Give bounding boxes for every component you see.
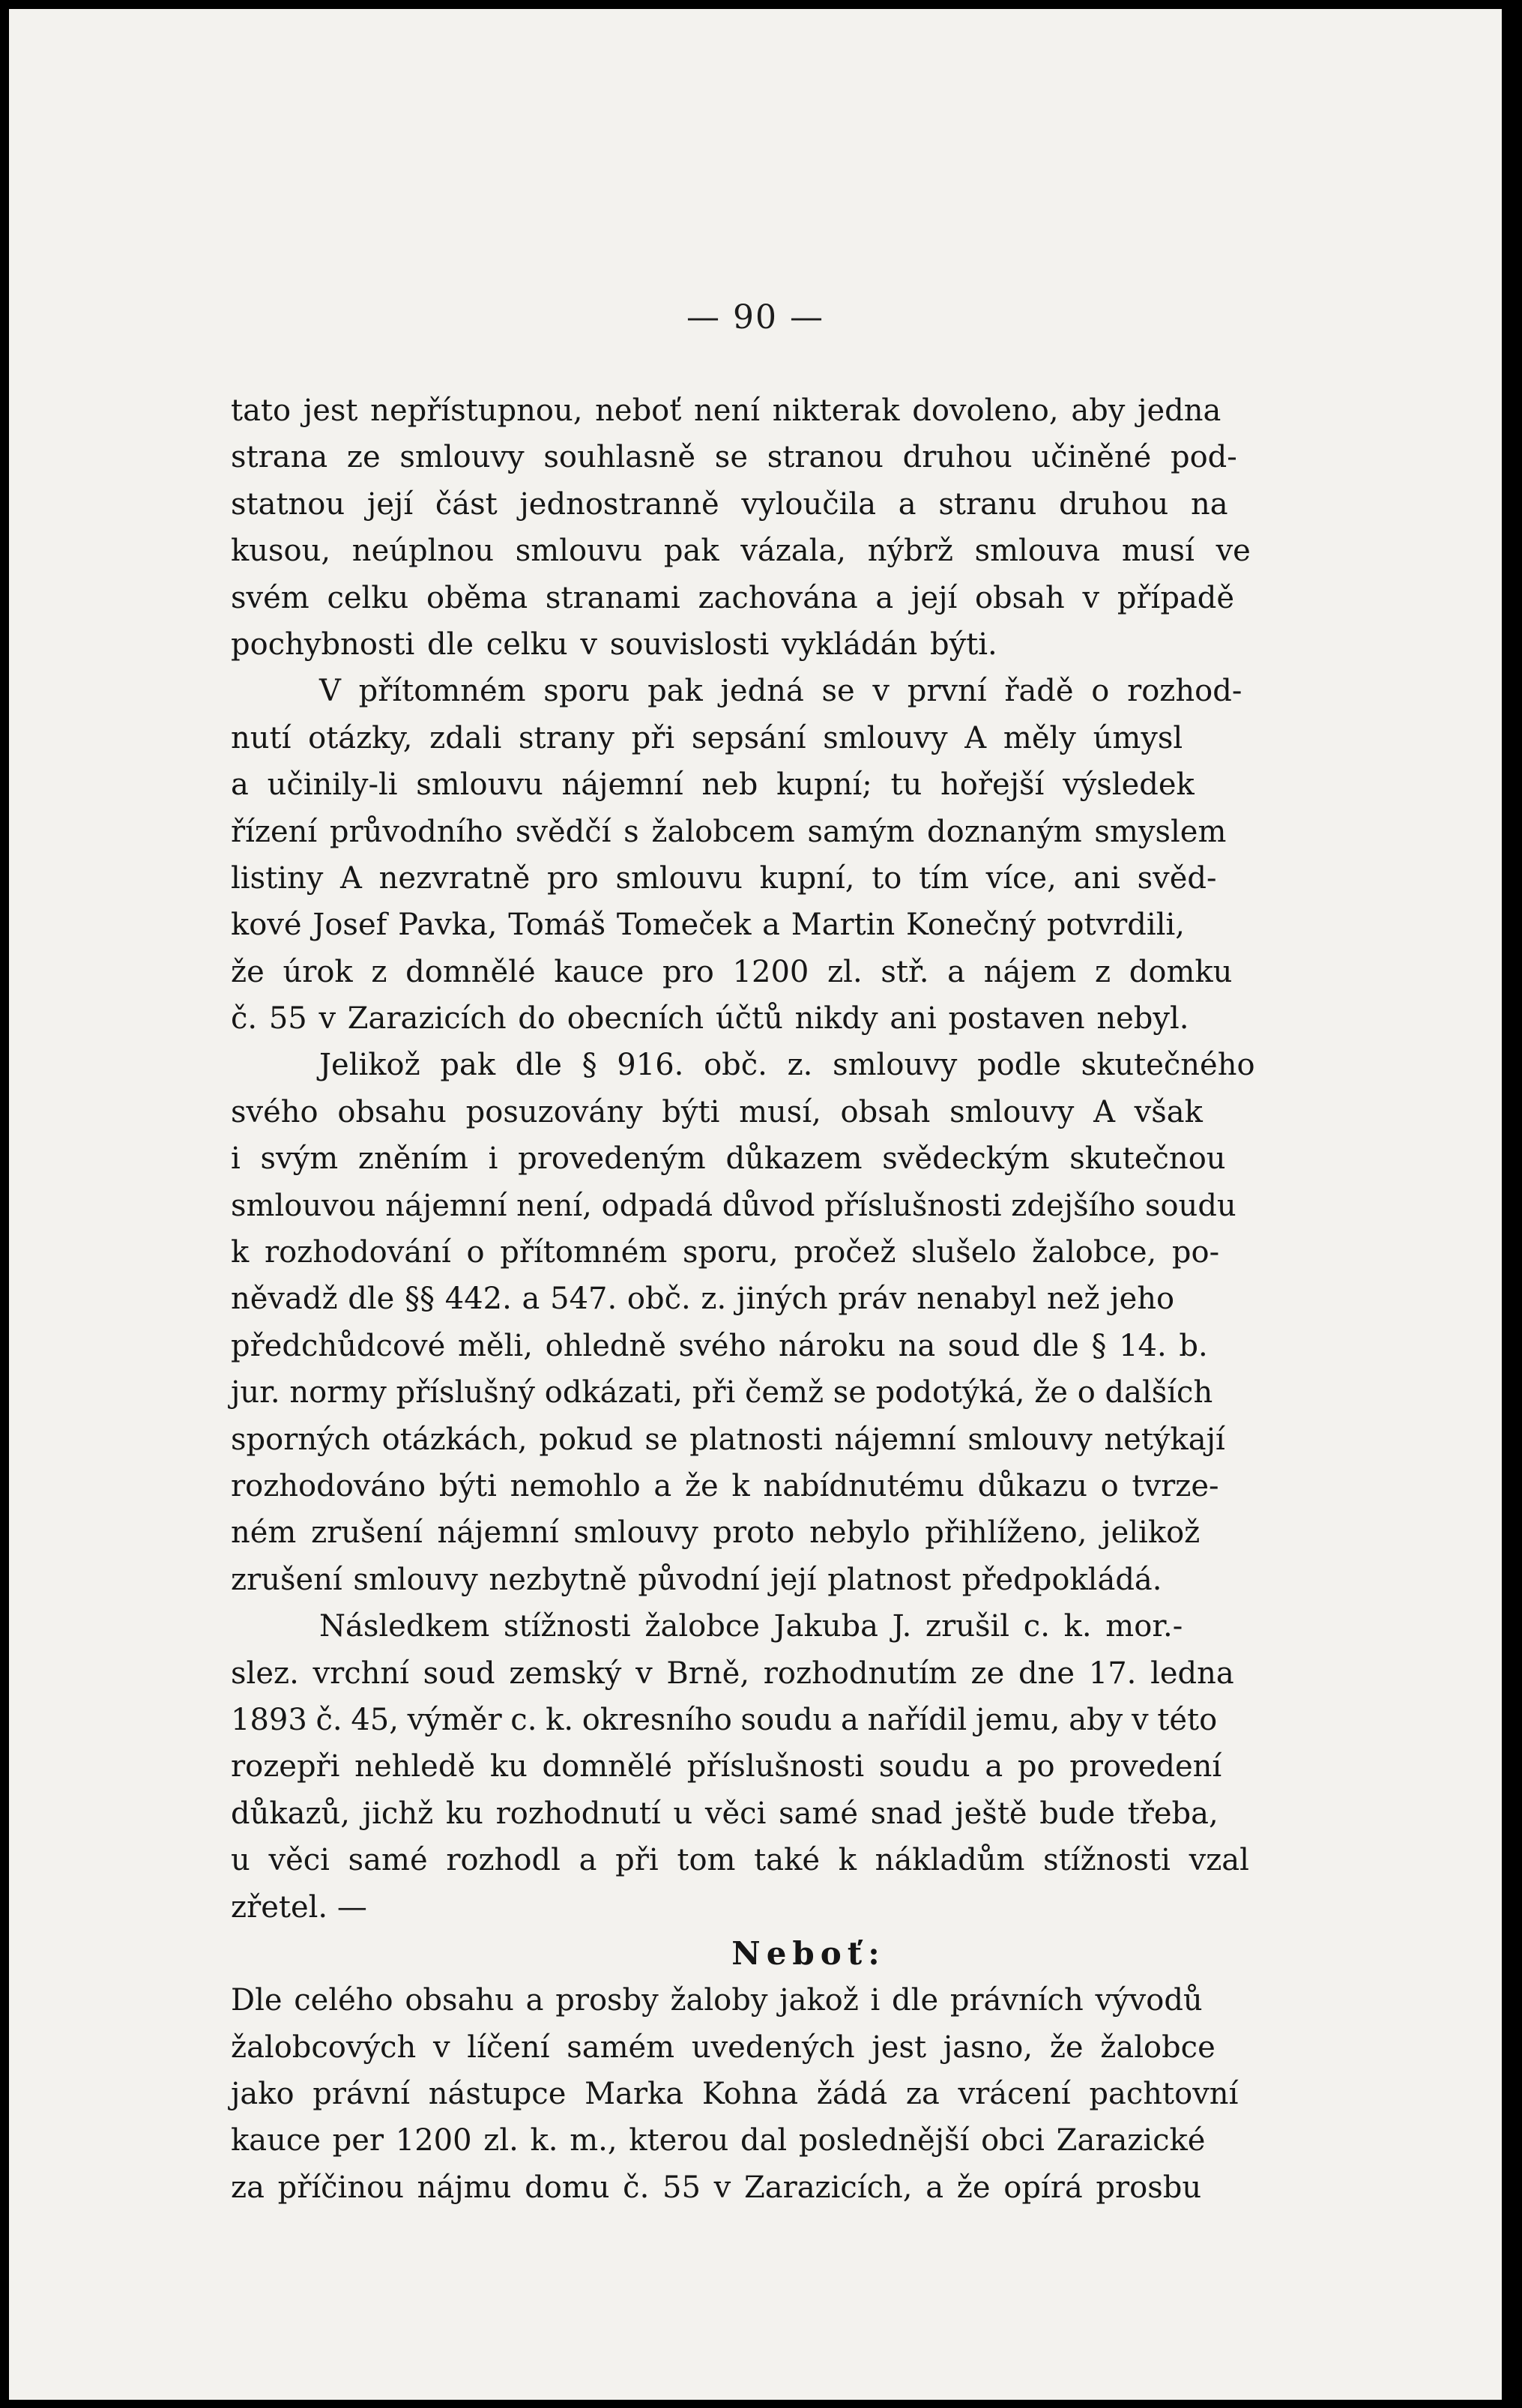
text-line: kové Josef Pavka, Tomáš Tomeček a Martin Konečný potvrdili, <box>231 908 1185 943</box>
text-line: že úrok z domnělé kauce pro 1200 zl. stř. a nájem z domku <box>231 954 1233 989</box>
text-line: za příčinou nájmu domu č. 55 v Zarazicích, a že opírá prosbu <box>231 2170 1202 2205</box>
text-line: nutí otázky, zdali strany při sepsání smlouvy A měly úmysl <box>231 720 1183 755</box>
text-line: něvadž dle §§ 442. a 547. obč. z. jiných práv nenabyl než jeho <box>231 1282 1175 1317</box>
text-line: sporných otázkách, pokud se platnosti nájemní smlouvy netýkají <box>231 1422 1225 1457</box>
text-line: u věci samé rozhodl a při tom také k nákladům stížnosti vzal <box>231 1843 1249 1878</box>
text-line: V přítomném sporu pak jedná se v první řadě o rozhod- <box>319 674 1242 709</box>
text-line: Dle celého obsahu a prosby žaloby jakož i dle právních vývodů <box>231 1983 1203 2018</box>
text-line: rozepři nehledě ku domnělé příslušnosti soudu a po provedení <box>231 1749 1222 1784</box>
text-line: i svým zněním i provedeným důkazem svědeckým skutečnou <box>231 1141 1226 1177</box>
text-line: ném zrušení nájemní smlouvy proto nebylo přihlíženo, jelikož <box>231 1515 1201 1551</box>
text-line: kusou, neúplnou smlouvu pak vázala, nýbrž smlouva musí ve <box>231 534 1251 569</box>
text-line: jako právní nástupce Marka Kohna žádá za vrácení pachtovní <box>231 2077 1239 2112</box>
text-line: jur. normy příslušný odkázati, při čemž se podotýká, že o dalších <box>231 1375 1213 1410</box>
text-line: strana ze smlouvy souhlasně se stranou druhou učiněné pod- <box>231 440 1237 475</box>
text-line: žalobcových v líčení samém uvedených jest jasno, že žalobce <box>231 2030 1216 2065</box>
text-line: kauce per 1200 zl. k. m., kterou dal poslednější obci Zarazické <box>231 2123 1206 2158</box>
text-line: svém celku oběma stranami zachována a její obsah v případě <box>231 580 1235 615</box>
text-line: č. 55 v Zarazicích do obecních účtů nikdy ani postaven nebyl. <box>231 1001 1189 1036</box>
text-line: Jelikož pak dle § 916. obč. z. smlouvy podle skutečného <box>319 1048 1255 1083</box>
text-line: listiny A nezvratně pro smlouvu kupní, to tím více, ani svěd- <box>231 860 1217 896</box>
text-line: rozhodováno býti nemohlo a že k nabídnutému důkazu o tvrze- <box>231 1468 1219 1503</box>
text-line: řízení průvodního svědčí s žalobcem samým doznaným smyslem <box>231 814 1227 849</box>
text-line: svého obsahu posuzovány býti musí, obsah smlouvy A však <box>231 1094 1203 1129</box>
text-line: a učinily-li smlouvu nájemní neb kupní; tu hořejší výsledek <box>231 767 1195 803</box>
text-line: 1893 č. 45, výměr c. k. okresního soudu a nařídil jemu, aby v této <box>231 1702 1218 1737</box>
text-line: tato jest nepřístupnou, neboť není nikterak dovoleno, aby jedna <box>231 393 1221 428</box>
page-number: — 90 — <box>686 298 824 337</box>
body-text <box>231 387 1341 2211</box>
text-line: zrušení smlouvy nezbytně původní její platnost předpokládá. <box>231 1562 1162 1597</box>
text-line: slez. vrchní soud zemský v Brně, rozhodnutím ze dne 17. ledna <box>231 1656 1234 1691</box>
text-line: statnou její část jednostranně vyloučila a stranu druhou na <box>231 486 1228 522</box>
text-line: předchůdcové měli, ohledně svého nároku na soud dle § 14. b. <box>231 1328 1208 1363</box>
text-line: pochybnosti dle celku v souvislosti vykládán býti. <box>231 627 997 662</box>
text-line: zřetel. — <box>231 1889 367 1925</box>
text-line: smlouvou nájemní není, odpadá důvod příslušnosti zdejšího soudu <box>231 1188 1236 1223</box>
book-page <box>9 9 1502 2400</box>
section-heading: Neboť: <box>731 1934 886 1972</box>
text-line: Následkem stížnosti žalobce Jakuba J. zrušil c. k. mor.- <box>319 1609 1183 1644</box>
text-line: k rozhodování o přítomném sporu, pročež slušelo žalobce, po- <box>231 1235 1220 1270</box>
text-line: důkazů, jichž ku rozhodnutí u věci samé snad ještě bude třeba, <box>231 1796 1218 1831</box>
